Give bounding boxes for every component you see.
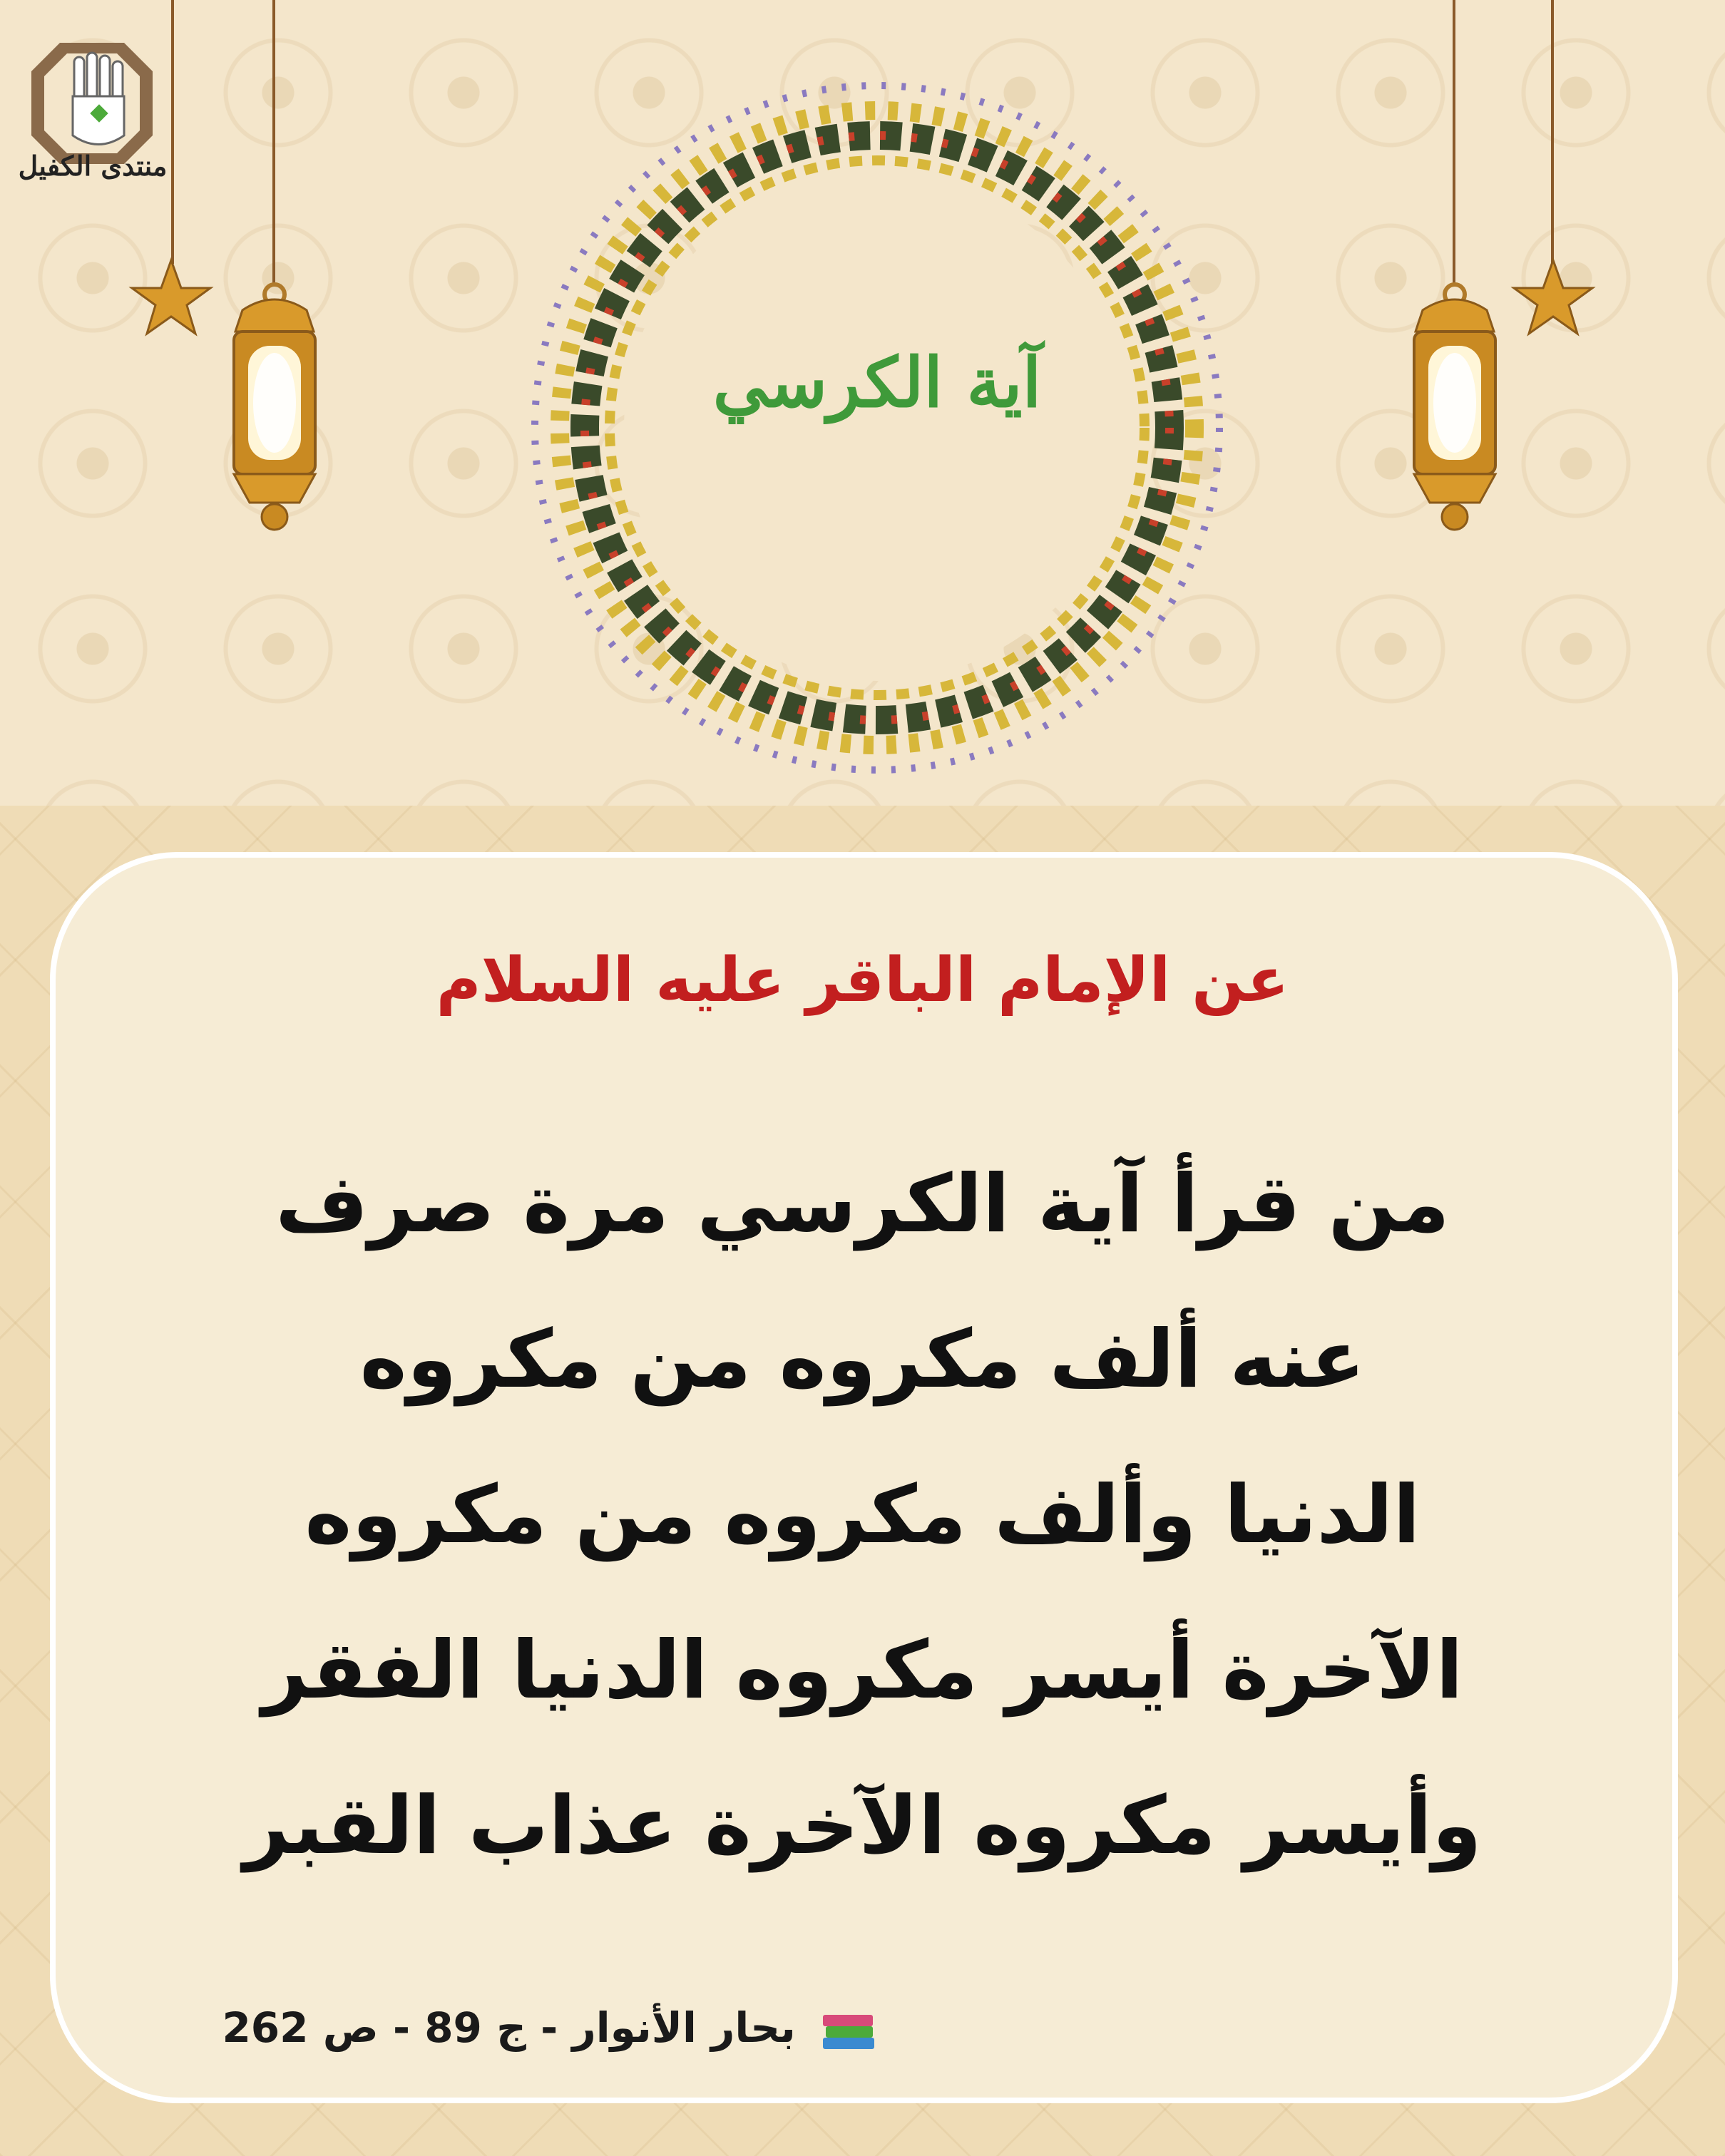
lantern-icon <box>214 282 335 535</box>
hadith-line: وأيسر مكروه الآخرة عذاب القبر <box>243 1780 1482 1872</box>
hanging-chain <box>1551 0 1554 264</box>
attribution-heading: عن الإمام الباقر عليه السلام <box>436 945 1289 1016</box>
hanging-chain <box>1453 0 1455 285</box>
hadith-line: الآخرة أيسر مكروه الدنيا الفقر <box>262 1624 1463 1717</box>
logo-text: منتدى الكفيل <box>18 150 168 182</box>
hanging-chain <box>272 0 275 285</box>
star-icon <box>1510 257 1596 342</box>
hadith-text <box>143 1126 1582 1904</box>
hadith-line: الدنيا وألف مكروه من مكروه <box>304 1469 1421 1561</box>
hadith-line: من قرأ آية الكرسي مرة صرف <box>275 1158 1450 1251</box>
star-icon <box>128 257 214 342</box>
hadith-line: عنه ألف مكروه من مكروه <box>359 1313 1366 1406</box>
hanging-chain <box>171 0 174 264</box>
ornamental-medallion <box>528 78 1227 777</box>
books-icon <box>820 2009 877 2052</box>
source-citation <box>222 2003 877 2052</box>
page-title: آية الكرسي <box>712 342 1042 423</box>
lantern-icon <box>1394 282 1515 535</box>
source-text: بحار الأنوار - ج 89 - ص 262 <box>222 2003 796 2052</box>
